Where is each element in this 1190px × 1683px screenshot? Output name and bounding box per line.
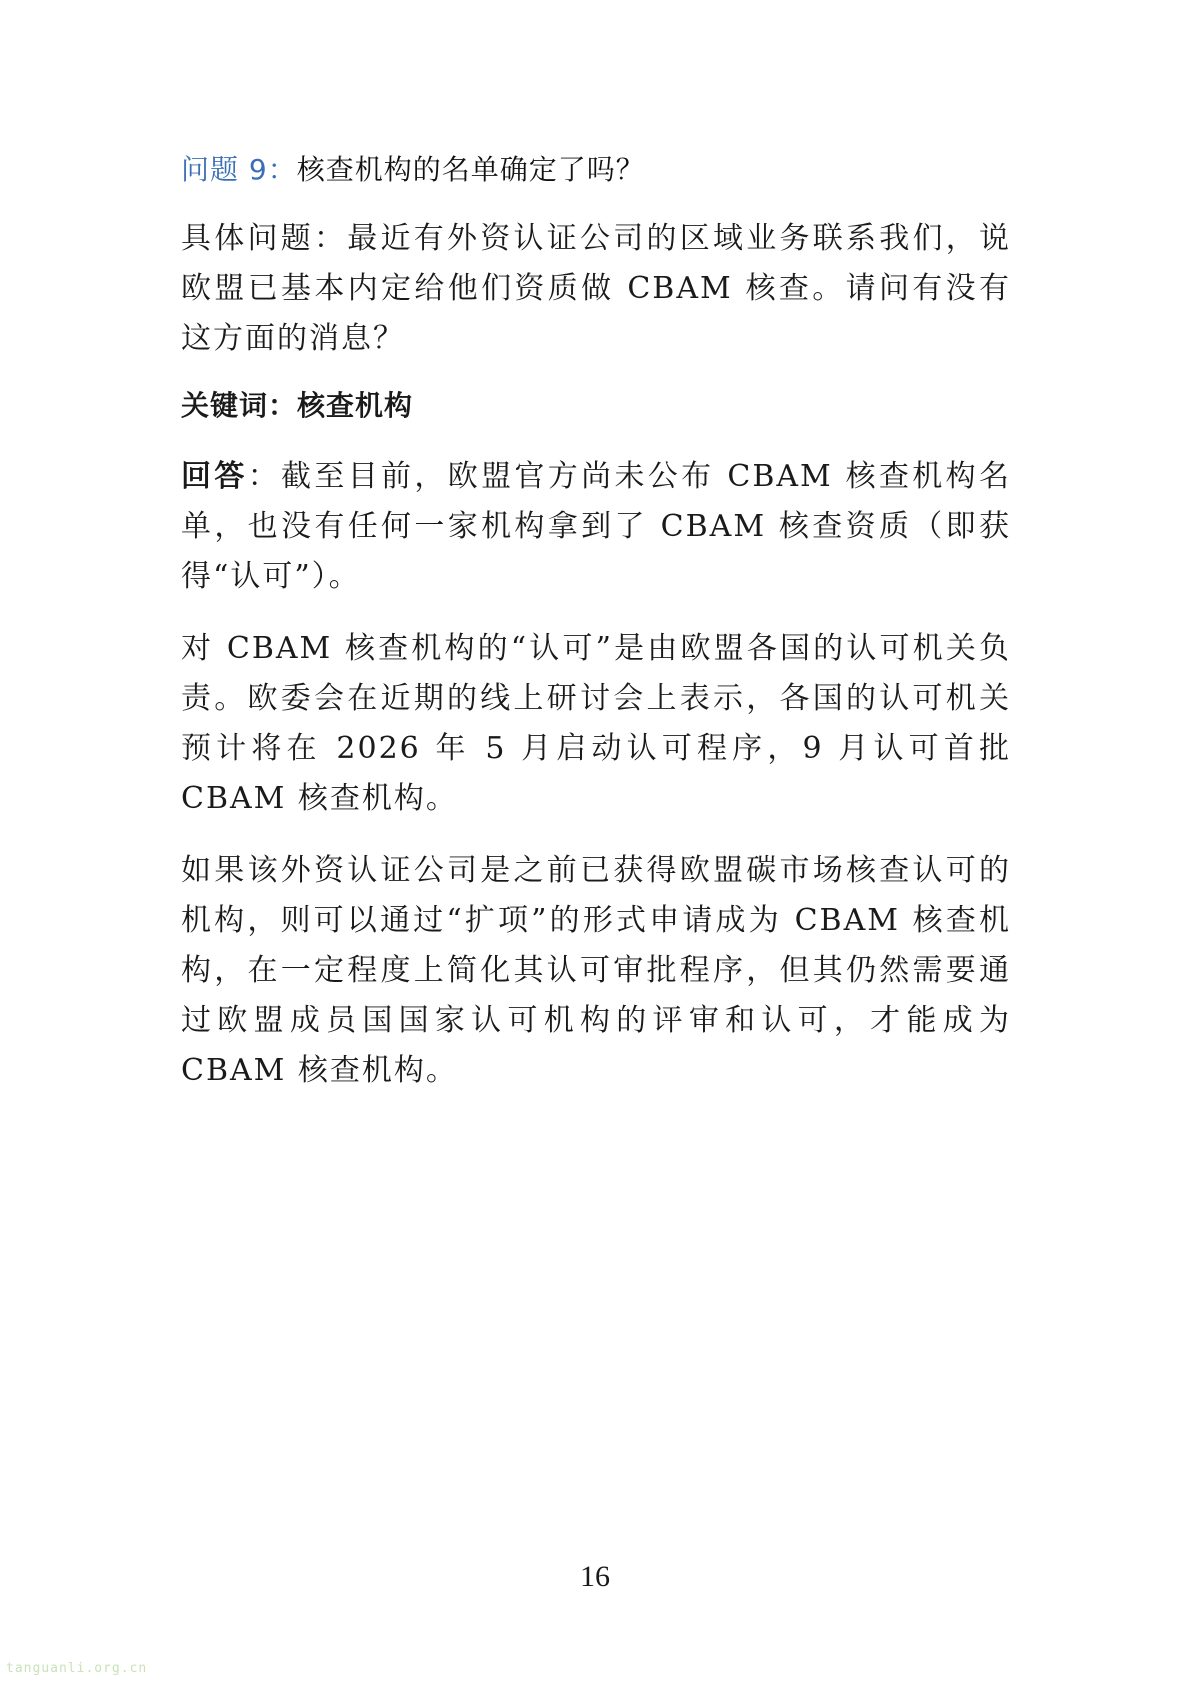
question-text: 核查机构的名单确定了吗？ xyxy=(296,153,645,186)
keywords: 关键词：核查机构 xyxy=(181,389,414,422)
body-paragraph-accreditation: 对 CBAM 核查机构的“认可”是由欧盟各国的认可机关负责。欧委会在近期的线上研讨会上表示，各国的认可机关预计将在 2026 年 5 月启动认可程序，9 月认可首批 CBAM 核查机构。 xyxy=(181,631,1011,816)
body-paragraph-extension: 如果该外资认证公司是之前已获得欧盟碳市场核查认可的机构，则可以通过“扩项”的形式申请成为 CBAM 核查机构，在一定程度上简化其认可审批程序，但其仍然需要通过欧盟成员国国家认可机构的评审和认可，才能成为 CBAM 核查机构。 xyxy=(181,853,1011,1088)
question-detail: 具体问题：最近有外资认证公司的区域业务联系我们，说欧盟已基本内定给他们资质做 CBAM 核查。请问有没有这方面的消息？ xyxy=(181,221,1011,356)
watermark: tanguanli.org.cn xyxy=(6,1661,148,1676)
answer-colon: ： xyxy=(247,459,282,494)
page-number: 16 xyxy=(580,1560,610,1593)
answer-paragraph xyxy=(181,452,1011,602)
answer-text: 截至目前，欧盟官方尚未公布 CBAM 核查机构名单，也没有任何一家机构拿到了 CBAM 核查资质（即获得“认可”）。 xyxy=(181,459,1011,594)
question-number: 问题 9： xyxy=(181,153,297,186)
document-body xyxy=(181,150,1011,1118)
question-heading xyxy=(181,150,1011,190)
answer-label: 回答 xyxy=(181,459,248,494)
